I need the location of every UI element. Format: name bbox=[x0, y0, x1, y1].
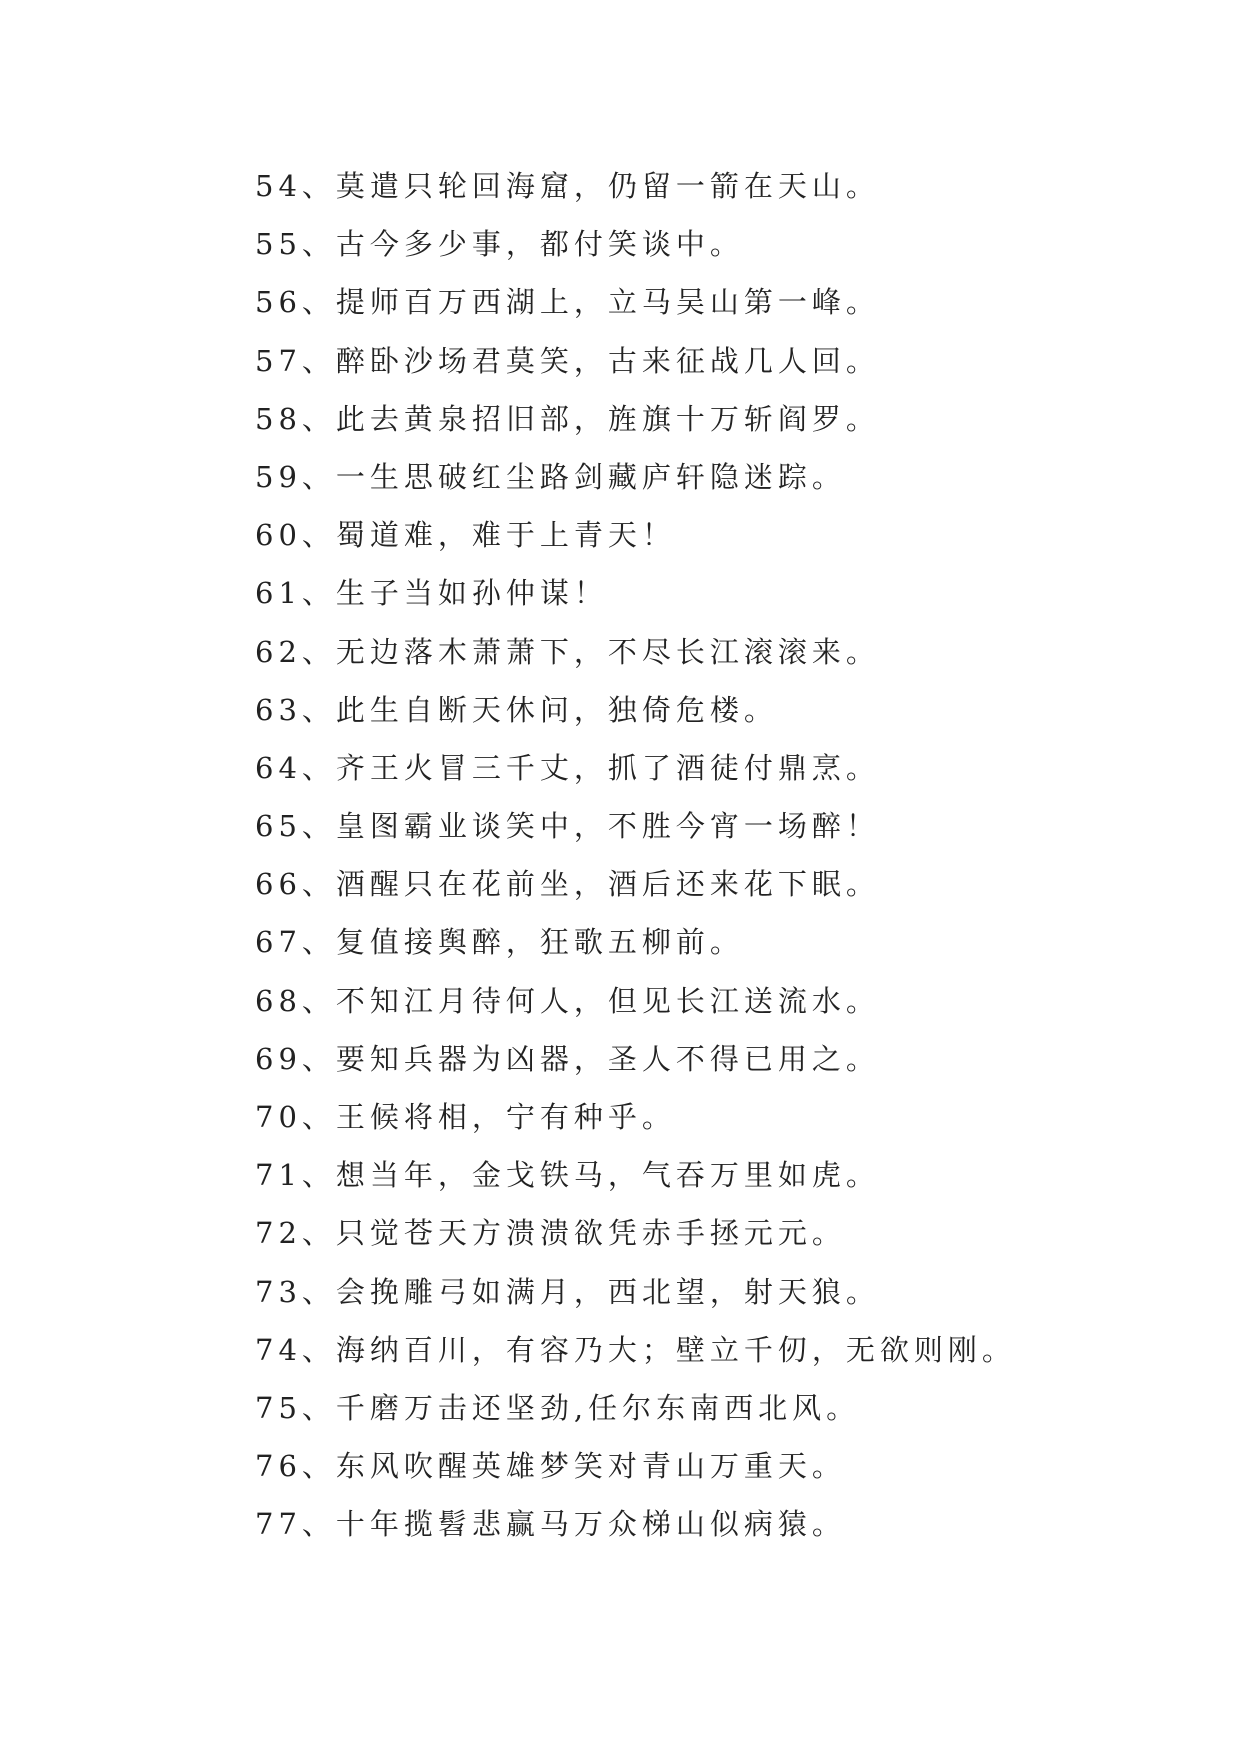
quote-line: 59、一生思破红尘路剑藏庐轩隐迷踪。 bbox=[255, 459, 846, 494]
quote-line: 70、王候将相，宁有种乎。 bbox=[255, 1100, 676, 1134]
quote-line: 69、要知兵器为凶器，圣人不得已用之。 bbox=[255, 1041, 880, 1076]
quote-line: 76、东风吹醒英雄梦笑对青山万重天。 bbox=[255, 1449, 846, 1484]
quote-line: 55、古今多少事，都付笑谈中。 bbox=[255, 227, 744, 262]
quote-line: 75、千磨万击还坚劲,任尔东南西北风。 bbox=[255, 1390, 861, 1425]
quote-line: 71、想当年，金戈铁马，气吞万里如虎。 bbox=[255, 1158, 880, 1193]
quote-line: 73、会挽雕弓如满月，西北望，射天狼。 bbox=[255, 1274, 880, 1309]
quote-list bbox=[255, 157, 1155, 1554]
quote-line: 60、蜀道难，难于上青天！ bbox=[255, 518, 676, 553]
quote-line: 63、此生自断天休问，独倚危楼。 bbox=[255, 692, 778, 727]
quote-line: 65、皇图霸业谈笑中，不胜今宵一场醉！ bbox=[255, 809, 880, 844]
quote-line: 64、齐王火冒三千丈，抓了酒徒付鼎烹。 bbox=[255, 750, 880, 785]
quote-line: 74、海纳百川，有容乃大；壁立千仞，无欲则刚。 bbox=[255, 1332, 1016, 1367]
quote-line: 77、十年揽髫悲赢马万众梯山似病猿。 bbox=[255, 1507, 846, 1542]
quote-line: 56、提师百万西湖上，立马吴山第一峰。 bbox=[255, 285, 880, 320]
quote-line: 58、此去黄泉招旧部，旌旗十万斩阎罗。 bbox=[255, 401, 880, 436]
quote-line: 66、酒醒只在花前坐，酒后还来花下眠。 bbox=[255, 867, 880, 902]
quote-line: 67、复值接舆醉，狂歌五柳前。 bbox=[255, 925, 744, 960]
quote-line: 61、生子当如孙仲谋！ bbox=[255, 576, 608, 611]
quote-line: 62、无边落木萧萧下，不尽长江滚滚来。 bbox=[255, 634, 880, 669]
quote-line: 68、不知江月待何人，但见长江送流水。 bbox=[255, 983, 880, 1018]
quote-line: 57、醉卧沙场君莫笑，古来征战几人回。 bbox=[255, 343, 880, 378]
quote-line: 72、只觉苍天方溃溃欲凭赤手拯元元。 bbox=[255, 1216, 846, 1251]
quote-line: 54、莫遣只轮回海窟，仍留一箭在天山。 bbox=[255, 169, 880, 203]
